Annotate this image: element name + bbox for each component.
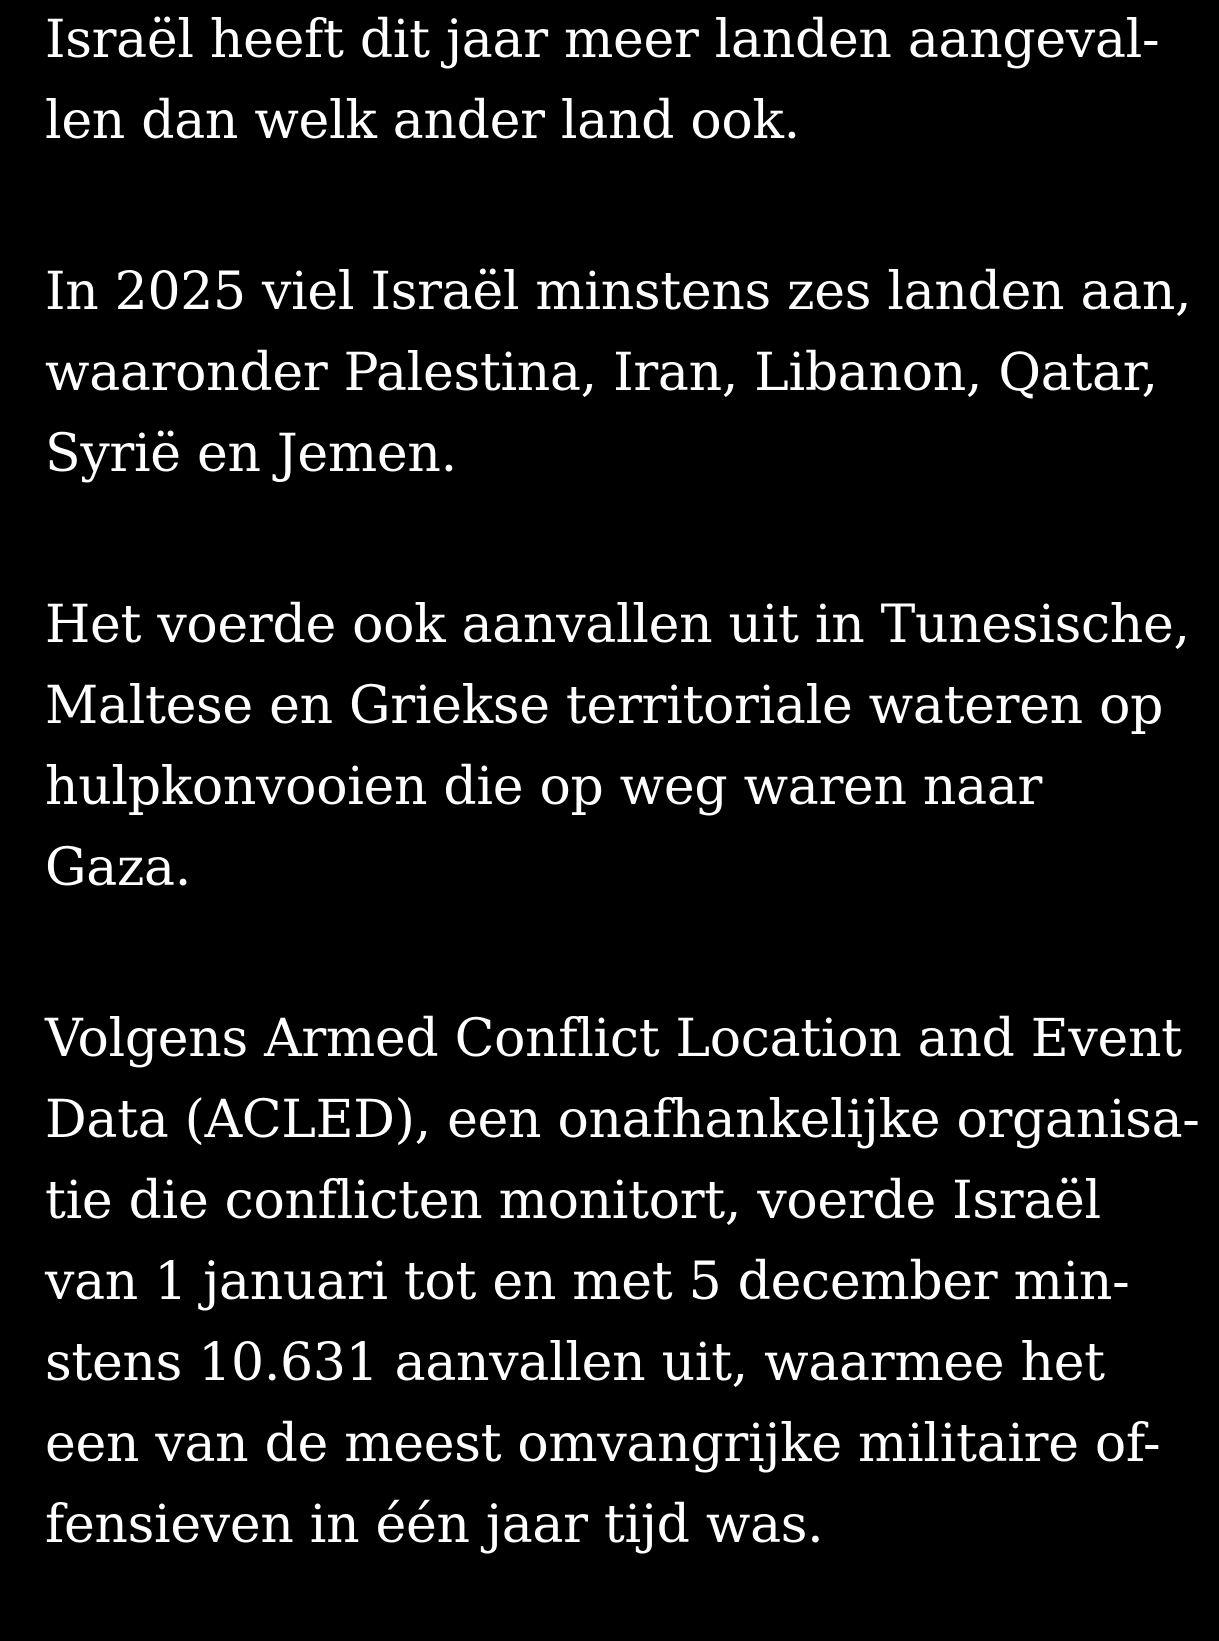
text-line: fensieven in één jaar tijd was. (45, 1495, 824, 1555)
paragraph-countries (45, 252, 1192, 495)
text-line: Het voerde ook aanvallen uit in Tunesische, (45, 595, 1190, 655)
text-line: een van de meest omvangrijke militaire of- (45, 1414, 1161, 1474)
paragraph-waters (45, 585, 1190, 909)
paragraph-acled (45, 999, 1200, 1566)
text-line: van 1 januari tot en met 5 december min- (45, 1252, 1130, 1312)
text-line: hulpkonvooien die op weg waren naar (45, 757, 1043, 817)
text-line: Israël heeft dit jaar meer landen aangeval- (45, 10, 1160, 70)
text-line: Syrië en Jemen. (45, 424, 457, 484)
text-line: stens 10.631 aanvallen uit, waarmee het (45, 1333, 1105, 1393)
text-line: Maltese en Griekse territoriale wateren op (45, 676, 1164, 736)
paragraph-intro (45, 0, 1177, 162)
text-line: tie die conflicten monitort, voerde Israël (45, 1171, 1101, 1231)
text-line: len dan welk ander land ook. (45, 91, 800, 151)
text-line: Data (ACLED), een onafhankelijke organisa- (45, 1090, 1200, 1150)
text-line: waaronder Palestina, Iran, Libanon, Qatar, (45, 343, 1158, 403)
text-line: Volgens Armed Conflict Location and Event (45, 1009, 1182, 1069)
text-line: In 2025 viel Israël minstens zes landen aan, (45, 262, 1192, 322)
text-line: Gaza. (45, 838, 191, 898)
